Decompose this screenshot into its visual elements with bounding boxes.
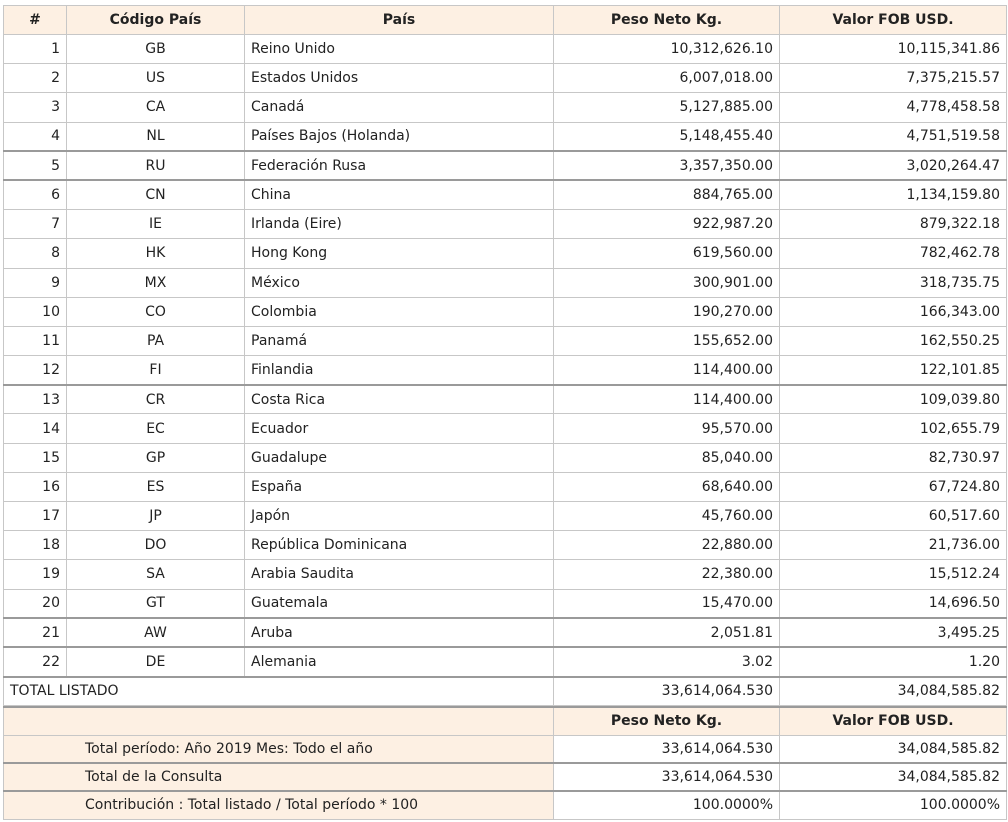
row-fob-cell: 122,101.85	[780, 356, 1007, 385]
row-code-cell: DO	[67, 531, 245, 560]
row-code-cell: GP	[67, 443, 245, 472]
row-fob-cell: 60,517.60	[780, 502, 1007, 531]
table-row	[4, 180, 1007, 209]
total-listed-fob: 34,084,585.82	[780, 677, 1007, 706]
row-code-cell: EC	[67, 414, 245, 443]
column-header-index[interactable]: #	[4, 6, 67, 35]
row-weight-cell: 5,127,885.00	[554, 93, 780, 122]
table-row	[4, 151, 1007, 180]
row-index-cell: 7	[4, 210, 67, 239]
row-weight-cell: 68,640.00	[554, 472, 780, 501]
row-country-cell: Finlandia	[245, 356, 554, 385]
row-weight-cell: 2,051.81	[554, 618, 780, 647]
row-fob-cell: 14,696.50	[780, 589, 1007, 618]
summary-table	[3, 706, 1007, 820]
row-fob-cell: 318,735.75	[780, 268, 1007, 297]
row-weight-cell: 114,400.00	[554, 356, 780, 385]
row-weight-cell: 10,312,626.10	[554, 35, 780, 64]
row-code-cell: HK	[67, 239, 245, 268]
table-row	[4, 647, 1007, 676]
table-body	[4, 35, 1007, 677]
row-country-cell: Panamá	[245, 326, 554, 355]
row-fob-cell: 4,778,458.58	[780, 93, 1007, 122]
summary-header-fob: Valor FOB USD.	[780, 707, 1007, 735]
row-weight-cell: 45,760.00	[554, 502, 780, 531]
table-row	[4, 239, 1007, 268]
summary-row-query	[4, 763, 1007, 791]
row-index-cell: 1	[4, 35, 67, 64]
row-fob-cell: 15,512.24	[780, 560, 1007, 589]
summary-query-fob: 34,084,585.82	[780, 763, 1007, 791]
row-index-cell: 3	[4, 93, 67, 122]
row-weight-cell: 95,570.00	[554, 414, 780, 443]
row-fob-cell: 166,343.00	[780, 297, 1007, 326]
row-country-cell: Canadá	[245, 93, 554, 122]
row-country-cell: Hong Kong	[245, 239, 554, 268]
row-fob-cell: 782,462.78	[780, 239, 1007, 268]
table-row	[4, 35, 1007, 64]
row-code-cell: NL	[67, 122, 245, 151]
table-row	[4, 589, 1007, 618]
row-index-cell: 16	[4, 472, 67, 501]
column-header-code[interactable]: Código País	[67, 6, 245, 35]
row-code-cell: ES	[67, 472, 245, 501]
row-country-cell: Países Bajos (Holanda)	[245, 122, 554, 151]
row-country-cell: Federación Rusa	[245, 151, 554, 180]
summary-period-weight: 33,614,064.530	[554, 735, 780, 763]
row-index-cell: 18	[4, 531, 67, 560]
row-country-cell: Alemania	[245, 647, 554, 676]
row-weight-cell: 15,470.00	[554, 589, 780, 618]
row-code-cell: JP	[67, 502, 245, 531]
row-fob-cell: 879,322.18	[780, 210, 1007, 239]
row-fob-cell: 4,751,519.58	[780, 122, 1007, 151]
total-listed-weight: 33,614,064.530	[554, 677, 780, 706]
table-row	[4, 64, 1007, 93]
row-code-cell: IE	[67, 210, 245, 239]
table-row	[4, 297, 1007, 326]
row-index-cell: 13	[4, 385, 67, 414]
row-fob-cell: 21,736.00	[780, 531, 1007, 560]
row-index-cell: 19	[4, 560, 67, 589]
row-weight-cell: 155,652.00	[554, 326, 780, 355]
row-weight-cell: 6,007,018.00	[554, 64, 780, 93]
row-fob-cell: 7,375,215.57	[780, 64, 1007, 93]
column-header-fob[interactable]: Valor FOB USD.	[780, 6, 1007, 35]
summary-query-weight: 33,614,064.530	[554, 763, 780, 791]
row-country-cell: Ecuador	[245, 414, 554, 443]
exports-by-country-table	[3, 5, 1007, 706]
table-row	[4, 326, 1007, 355]
row-fob-cell: 1,134,159.80	[780, 180, 1007, 209]
row-weight-cell: 114,400.00	[554, 385, 780, 414]
table-row	[4, 618, 1007, 647]
row-country-cell: República Dominicana	[245, 531, 554, 560]
row-fob-cell: 3,020,264.47	[780, 151, 1007, 180]
row-country-cell: Arabia Saudita	[245, 560, 554, 589]
row-index-cell: 15	[4, 443, 67, 472]
row-country-cell: Japón	[245, 502, 554, 531]
row-index-cell: 8	[4, 239, 67, 268]
summary-period-label: Total período: Año 2019 Mes: Todo el año	[4, 735, 554, 763]
summary-header-weight: Peso Neto Kg.	[554, 707, 780, 735]
total-listed-row	[4, 677, 1007, 706]
row-index-cell: 4	[4, 122, 67, 151]
row-country-cell: Colombia	[245, 297, 554, 326]
table-row	[4, 268, 1007, 297]
row-weight-cell: 22,380.00	[554, 560, 780, 589]
table-row	[4, 472, 1007, 501]
row-weight-cell: 884,765.00	[554, 180, 780, 209]
summary-contribution-fob: 100.0000%	[780, 791, 1007, 819]
summary-header-blank	[4, 707, 554, 735]
row-code-cell: PA	[67, 326, 245, 355]
row-fob-cell: 67,724.80	[780, 472, 1007, 501]
row-index-cell: 17	[4, 502, 67, 531]
row-code-cell: DE	[67, 647, 245, 676]
row-country-cell: Irlanda (Eire)	[245, 210, 554, 239]
row-code-cell: CA	[67, 93, 245, 122]
row-code-cell: CO	[67, 297, 245, 326]
table-row	[4, 356, 1007, 385]
row-weight-cell: 922,987.20	[554, 210, 780, 239]
table-row	[4, 93, 1007, 122]
row-index-cell: 2	[4, 64, 67, 93]
row-fob-cell: 3,495.25	[780, 618, 1007, 647]
row-index-cell: 11	[4, 326, 67, 355]
row-code-cell: FI	[67, 356, 245, 385]
row-weight-cell: 619,560.00	[554, 239, 780, 268]
row-index-cell: 9	[4, 268, 67, 297]
summary-header-row	[4, 707, 1007, 735]
row-index-cell: 21	[4, 618, 67, 647]
table-row	[4, 502, 1007, 531]
table-row	[4, 560, 1007, 589]
row-country-cell: España	[245, 472, 554, 501]
row-country-cell: México	[245, 268, 554, 297]
row-country-cell: Estados Unidos	[245, 64, 554, 93]
row-index-cell: 14	[4, 414, 67, 443]
row-code-cell: CR	[67, 385, 245, 414]
row-country-cell: Guadalupe	[245, 443, 554, 472]
row-country-cell: Reino Unido	[245, 35, 554, 64]
row-index-cell: 12	[4, 356, 67, 385]
row-country-cell: China	[245, 180, 554, 209]
table-row	[4, 531, 1007, 560]
row-code-cell: RU	[67, 151, 245, 180]
row-code-cell: SA	[67, 560, 245, 589]
summary-period-fob: 34,084,585.82	[780, 735, 1007, 763]
row-fob-cell: 10,115,341.86	[780, 35, 1007, 64]
row-fob-cell: 82,730.97	[780, 443, 1007, 472]
row-code-cell: CN	[67, 180, 245, 209]
row-index-cell: 22	[4, 647, 67, 676]
row-fob-cell: 162,550.25	[780, 326, 1007, 355]
row-code-cell: GT	[67, 589, 245, 618]
summary-row-period	[4, 735, 1007, 763]
row-index-cell: 5	[4, 151, 67, 180]
row-country-cell: Aruba	[245, 618, 554, 647]
summary-query-label: Total de la Consulta	[4, 763, 554, 791]
row-index-cell: 10	[4, 297, 67, 326]
column-header-country[interactable]: País	[245, 6, 554, 35]
summary-contribution-weight: 100.0000%	[554, 791, 780, 819]
row-weight-cell: 3.02	[554, 647, 780, 676]
table-row	[4, 385, 1007, 414]
column-header-weight[interactable]: Peso Neto Kg.	[554, 6, 780, 35]
row-weight-cell: 190,270.00	[554, 297, 780, 326]
row-index-cell: 20	[4, 589, 67, 618]
row-weight-cell: 300,901.00	[554, 268, 780, 297]
row-fob-cell: 1.20	[780, 647, 1007, 676]
table-row	[4, 414, 1007, 443]
total-listed-label: TOTAL LISTADO	[4, 677, 554, 706]
row-code-cell: US	[67, 64, 245, 93]
row-index-cell: 6	[4, 180, 67, 209]
row-weight-cell: 22,880.00	[554, 531, 780, 560]
table-header-row	[4, 6, 1007, 35]
row-country-cell: Guatemala	[245, 589, 554, 618]
row-weight-cell: 3,357,350.00	[554, 151, 780, 180]
table-row	[4, 122, 1007, 151]
row-fob-cell: 102,655.79	[780, 414, 1007, 443]
summary-contribution-label: Contribución : Total listado / Total período * 100	[4, 791, 554, 819]
row-code-cell: GB	[67, 35, 245, 64]
table-row	[4, 443, 1007, 472]
row-weight-cell: 5,148,455.40	[554, 122, 780, 151]
row-fob-cell: 109,039.80	[780, 385, 1007, 414]
table-row	[4, 210, 1007, 239]
summary-row-contribution	[4, 791, 1007, 819]
row-country-cell: Costa Rica	[245, 385, 554, 414]
row-code-cell: AW	[67, 618, 245, 647]
row-weight-cell: 85,040.00	[554, 443, 780, 472]
row-code-cell: MX	[67, 268, 245, 297]
